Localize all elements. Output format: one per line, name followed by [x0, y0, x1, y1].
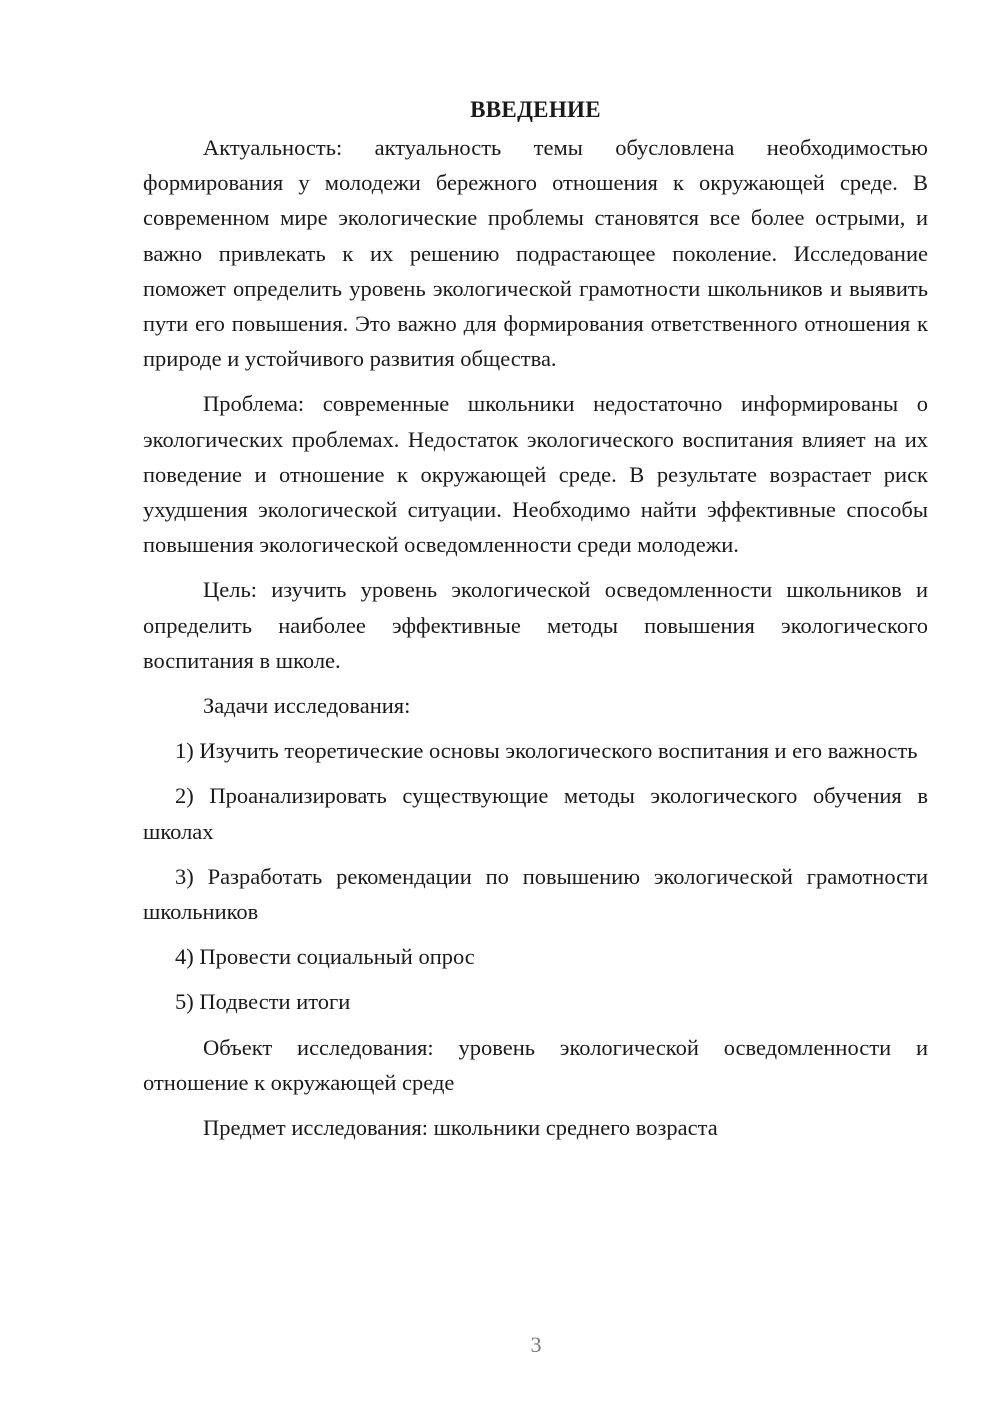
task-item-1: 1) Изучить теоретические основы экологического воспитания и его важность — [175, 738, 918, 764]
goal-paragraph: Цель: изучить уровень экологической осведомленности школьников и определить наиболее эффективные методы повышения экологического воспитания в школе. — [143, 577, 928, 673]
tasks-heading: Задачи исследования: — [203, 693, 411, 719]
task-item-5: 5) Подвести итоги — [175, 989, 351, 1015]
task-item-2: 2) Проанализировать существующие методы экологического обучения в школах — [143, 783, 928, 844]
research-object-paragraph: Объект исследования: уровень экологической осведомленности и отношение к окружающей среде — [143, 1034, 928, 1095]
research-subject-paragraph: Предмет исследования: школьники среднего возраста — [203, 1115, 718, 1141]
task-item-3: 3) Разработать рекомендации по повышению экологической грамотности школьников — [143, 863, 928, 925]
page-title: ВВЕДЕНИЕ — [470, 97, 601, 122]
problem-paragraph: Проблема: современные школьники недостаточно информированы о экологических проблемах. Недостаток экологического воспитания влияет на их поведение и отношение к окружающей среде. В результате возрастает риск ухудшения экологической ситуации. Необходимо найти эффективные способы повышения экологической осведомленности среди молодежи. — [143, 391, 928, 558]
task-item-4: 4) Провести социальный опрос — [175, 944, 475, 970]
page-number: 3 — [530, 1332, 542, 1357]
document-page — [143, 92, 928, 1145]
relevance-paragraph: Актуальность: актуальность темы обусловлена необходимостью формирования у молодежи бережного отношения к окружающей среде. В современном мире экологические проблемы становятся все более острыми, и важно привлекать к их решению подрастающее поколение. Исследование поможет определить уровень экологической грамотности школьников и выявить пути его повышения. Это важно для формирования ответственного отношения к природе и устойчивого развития общества. — [143, 135, 928, 372]
